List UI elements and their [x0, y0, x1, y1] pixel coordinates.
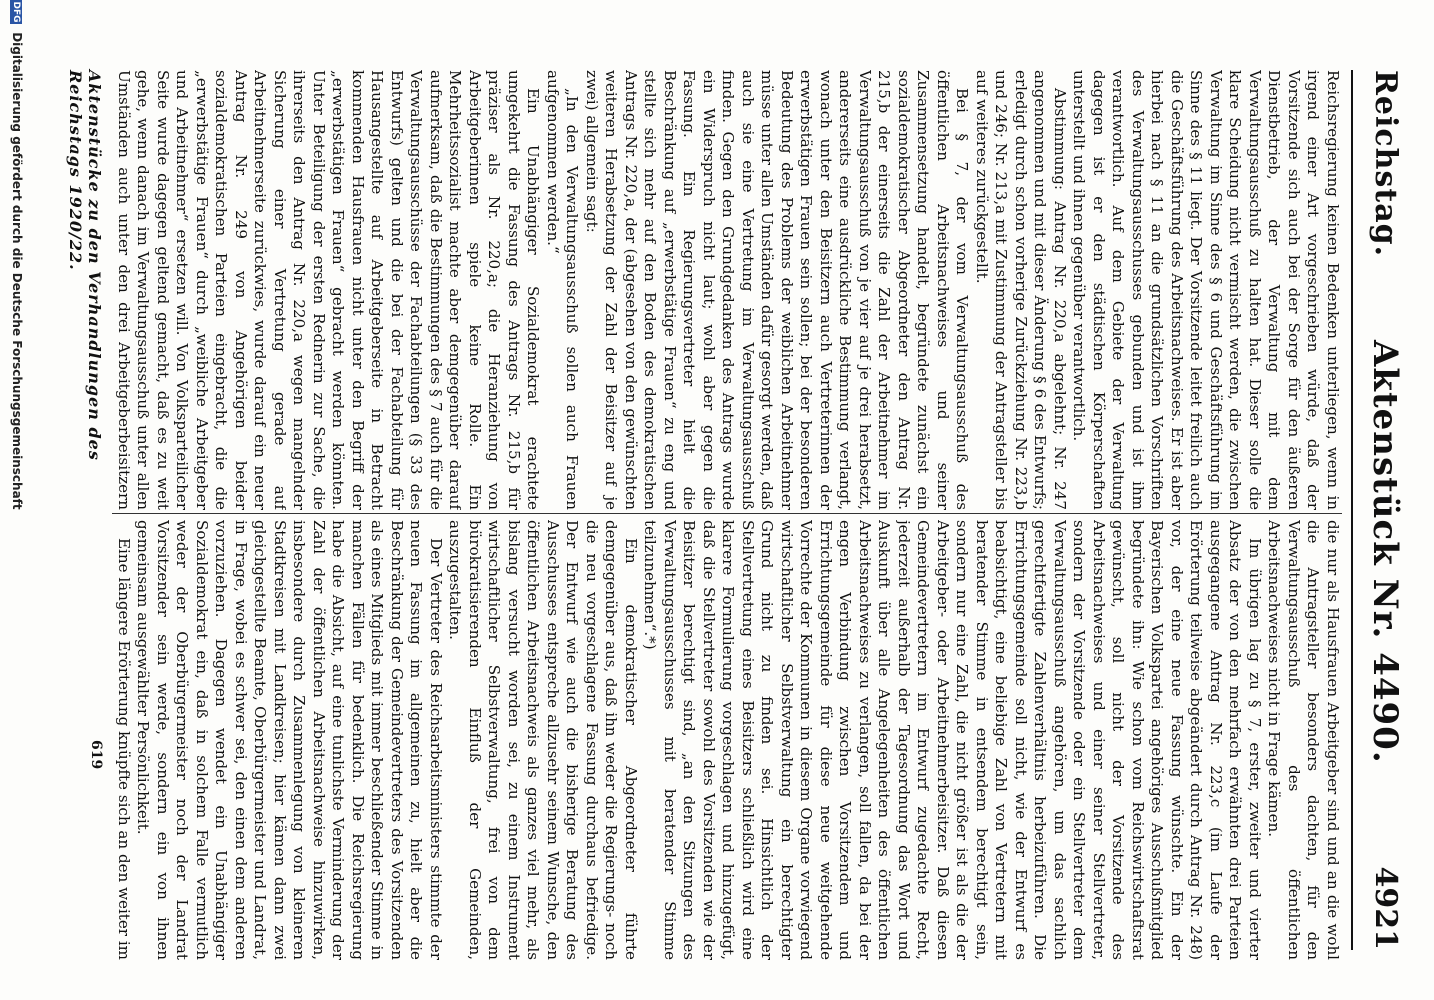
- paragraph: Abstimmung: Antrag Nr. 220,a abgelehnt; Nr. 247 angenommen und mit dieser Änderung § 6 des Entwurfs; erledigt durch schon vorherige Zurückziehung Nr. 223,b und 246; Nr. 213,a mit Zustimmung der Antragsteller bis auf weiteres zurückgestellt.: [973, 70, 1069, 510]
- left-text-column: [112, 70, 1342, 510]
- paragraph: Der Vertreter des Reichsarbeitsministers stimmte der neuen Fassung im allgemeinen zu, hielt aber die Beschränkung der Gemeindevertreters des Vorsitzenden als eines Mitglieds mit immer beschließender Stimme in manchen Fällen für bedenklich. Die Reichsregierung habe die Absicht, auf eine tunlichste Verminderung der Zahl der öffentlichen Arbeitsnachweise hinzuwirken, insbesondere durch Zusammenlegung von kleineren Stadtkreisen mit Landkreisen; hier kämen dann zwei gleichgestellte Beamte, Oberbürgermeister und Landrat, in Frage, wobei es schwer sei, den einen dem anderen vorzuziehen. Dagegen wendet ein Unabhängiger Sozialdemokrat ein, daß in solchem Falle vermutlich weder der Oberbürgermeister noch der Landrat Vorsitzender sein werde, sondern ein von ihnen gemeinsam ausgewählter Persönlichkeit.: [134, 520, 445, 960]
- paragraph: Ein demokratischer Abgeordneter führte demgegenüber aus, daß ihn weder die Regierungs- noch die neu vorgeschlagene Fassung durchaus befriedige. Der Entwurf wie auch die bisherige Beratung des Ausschusses entspreche allzusehr seinem Wunsche, den öffentlichen Arbeitsnachweis als ganzes viel mehr, als bislang versucht worden sei, zu einem Instrument wirtschaftlicher Selbstverwaltung, frei von dem bürokratisierenden Einfluß der Gemeinden, auszugestalten.: [446, 520, 640, 960]
- paragraph: Ein Unabhängiger Sozialdemokrat erachtete umgekehrt die Fassung des Antrags Nr. 215,b für präziser als Nr. 220,a; die Heranziehung von Arbeitgeberinnen spiele keine Rolle. Ein Mehrheitssozialist machte aber demgegenüber darauf aufmerksam, daß die Bestimmungen des § 7 auch für die Verwaltungsausschüsse der Fachabteilungen (§ 33 des Entwurfs) gelten und die bei der Fachabteilung für Hausangestellte auf Arbeitgeberseite in Betracht kommenden Hausfrauen nicht unter den Begriff der „erwerbstätigen Frauen“ gebracht werden könnten. Unter Beteiligung der ersten Rednerin zur Sache, die ihrerseits den Antrag Nr. 220,a wegen mangelnder Sicherung einer Vertretung gerade auf Arbeitnehmerseite zurückwies, wurde darauf ein neuer Antrag Nr. 249 von Angehörigen beider sozialdemokratischen Parteien eingebracht, die die „erwerbstätige Frauen“ durch „weibliche Arbeitgeber und Arbeitnehmer“ ersetzen will. Von Volksparteilicher Seite wurde dagegen geltend gemacht, daß es zu weit gehe, wenn danach im Verwaltungsausschuß unter allen Umständen auch unter den drei Arbeitgeberbeisitzern: [115, 70, 543, 510]
- paragraph: Eine längere Erörterung knüpfte sich an den weiter im: [115, 538, 133, 960]
- footer-page-code: 619: [88, 740, 104, 770]
- paragraph: Bei § 7, der vom Verwaltungsausschuß des öffentlichen Arbeitsnachweises und seiner Zusammensetzung handelt, begründete zunächst ein sozialdemokratischer Abgeordneter den Antrag Nr. 215,b der einerseits die Zahl der Arbeitnehmer im Verwaltungsausschuß von je vier auf je drei herabsetzt, andererseits eine ausdrückliche Bestimmung verlangt, wonach unter den Beisitzern auch Vertreterinnen der erwerbstätigen Frauen sein sollen; bei der besonderen Bedeutung des Problems der weiblichen Arbeitnehmer müsse unter allen Umständen dafür gesorgt werden, daß auch sie eine Vertretung im Verwaltungsausschuß finden. Gegen den Grundgedanken des Antrags wurde ein Widerspruch nicht laut; wohl aber gegen die Fassung. Ein Regierungsvertreter hielt die Beschränkung auf „erwerbstätige Frauen“ zu eng und stellte sich mehr auf den Boden des demokratischen Antrags Nr. 220,a, der (abgesehen von den gewünschten weiteren Herabsetzung der Zahl der Beisitzer auf je zwei) allgemein sagt:: [583, 70, 972, 510]
- column-divider: [112, 513, 1342, 514]
- page-header: [1351, 70, 1409, 950]
- dfg-logo-icon: DFG: [11, 1, 22, 23]
- header-page-number: 4921: [1368, 866, 1403, 950]
- paragraph: Im übrigen lag zu § 7, erster, zweiter und vierter Absatz der von den mehrfach erwähnten drei Parteien ausgegangene Antrag Nr. 223,c (im Laufe der Erörterung teilweise abgeändert durch Antrag Nr. 248) vor, der eine neue Fassung wünschte. Ein der Bayerischen Volkspartei angehöriges Ausschußmitglied begründete ihn: Wie schon vom Reichswirtschaftsrat gewünscht, soll nicht der Vorsitzende des Arbeitsnachweises und einer seiner Stellvertreter, sondern der Vorsitzende oder ein Stellvertreter dem Verwaltungsausschuß angehören, um das sachlich gerechtfertigte Zahlenverhältnis herbeizuführen. Die Errichtungsgemeinde soll nicht, wie der Entwurf es beabsichtigt, eine beliebige Zahl von Vertretern mit beratender Stimme in entsendem berechtigt sein, sondern nur eine Zahl, die nicht größer ist als die der Arbeitgeber- oder Arbeitnehmerbeisitzer. Daß diesen Gemeindevertretern im Entwurf zugedachte Recht, jederzeit außerhalb der Tagesordnung das Wort und Auskunft über alle Angelegenheiten des öffentlichen Arbeitsnachweises zu verlangen, soll fallen, da bei der engen Verbindung zwischen Vorsitzendem und Errichtungsgemeinde für diese neue weitgehende Vorrechte der Kommunen in diesem Organe vorwiegend wirtschaftlicher Selbstverwaltung ein berechtigter Grund nicht zu finden sei. Hinsichtlich der Stellvertretung eines Beisitzers schließlich wird eine klarere Formulierung vorgeschlagen und hinzugefügt, daß die Stellvertreter sowohl des Vorsitzenden wie der Beisitzer berechtigt sind, „an den Sitzungen des Verwaltungsausschusses mit beratender Stimme teilzunehmen“.*): [641, 520, 1264, 960]
- quotation: „In den Verwaltungsausschuß sollen auch Frauen aufgenommen werden.“: [544, 70, 582, 510]
- paragraph: die nur als Hausfrauen Arbeitgeber sind und an die wohl die Antragsteller besonders dachten, für den Verwaltungsausschuß des öffentlichen Arbeitsnachweises nicht in Frage kämen.: [1265, 520, 1342, 960]
- header-document-title: Aktenstück Nr. 4490.: [1365, 340, 1405, 764]
- footer-caption: Aktenstücke zu den Verhandlungen des Reichstags 1920/22.: [66, 70, 104, 461]
- header-left-title: Reichstag.: [1368, 70, 1403, 258]
- paragraph: Reichsregierung keinen Bedenken unterliegen, wenn in irgend einer Art vorgeschrieben würde, daß der Vorsitzende sich auch bei der Sorge für den äußeren Dienstbetrieb, der Verwaltung mit dem Verwaltungsausschuß zu halten hat. Dieser solle die klare Scheidung nicht vermischt werden, die zwischen Verwaltung im Sinne des § 6 und Geschäftsführung im Sinne des § 11 liegt. Der Vorsitzende leitet freilich auch die Geschäftsführung des Arbeitsnachweises. Er ist aber hierbei nach § 11 an die grundsätzlichen Vorschriften des Verwaltungsausschusses gebunden und ist ihm verantwortlich. Auf dem Gebiete der Verwaltung dagegen ist er den städtischen Körperschaften unterstellt und ihnen gegenüber verantwortlich.: [1070, 70, 1342, 510]
- digitization-text: Digitalisierung gefördert durch die Deutsche Forschungsgemeinschaft: [10, 32, 24, 510]
- digitization-note: [4, 0, 24, 1000]
- right-text-column: [112, 520, 1342, 960]
